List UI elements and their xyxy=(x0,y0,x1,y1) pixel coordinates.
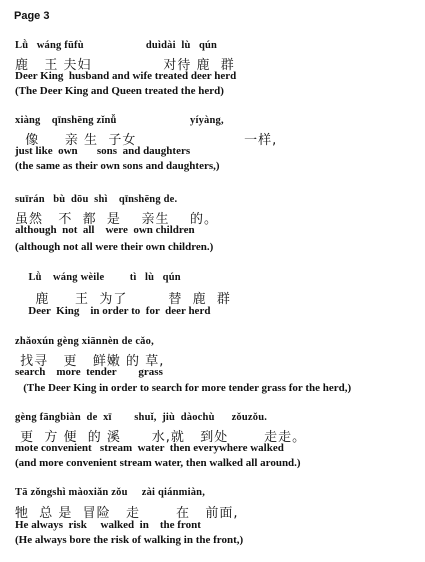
hanzi-line: 虽然 不 都 是 亲生 的。 xyxy=(15,212,218,227)
english-gloss-line: Deer King in order to for deer herd xyxy=(20,305,211,317)
pinyin-line: zhǎoxún gèng xiānnèn de cǎo, xyxy=(15,336,154,347)
hanzi-line: 找寻 更 鲜嫩 的 草, xyxy=(15,354,165,369)
english-gloss-line: mote convenient stream water then everywhere walked xyxy=(15,442,284,454)
translation-line: (and more convenient stream water, then walked all around.) xyxy=(15,457,301,469)
hanzi-line: 鹿 王 为了 替 鹿 群 xyxy=(20,292,231,307)
pinyin-line: Tā zǒngshì màoxiǎn zǒu zài qiánmiàn, xyxy=(15,487,206,498)
translation-line: (the same as their own sons and daughters,) xyxy=(15,160,220,172)
english-gloss-line: Deer King husband and wife treated deer herd xyxy=(15,70,237,82)
english-gloss-line: search more tender grass xyxy=(15,366,163,378)
translation-line: (The Deer King in order to search for more tender grass for the herd,) xyxy=(15,382,352,394)
english-gloss-line: just like own sons and daughters xyxy=(15,145,191,157)
hanzi-line: 更 方 便 的 溪 水,就 到处 走走。 xyxy=(15,430,307,445)
hanzi-line: 鹿 王 夫妇 对待 鹿 群 xyxy=(15,58,235,73)
hanzi-line: 牠 总 是 冒险 走 在 前面, xyxy=(15,506,239,521)
pinyin-line: suīrán bù dōu shì qīnshēng de. xyxy=(15,194,178,205)
translation-line: (He always bore the risk of walking in the front,) xyxy=(15,534,244,546)
pinyin-line: Lǜ wáng fūfù duìdài lù qún xyxy=(15,40,218,51)
translation-line: (The Deer King and Queen treated the herd) xyxy=(15,85,224,97)
page-number: Page 3 xyxy=(14,10,50,22)
english-gloss-line: He always risk walked in the front xyxy=(15,519,201,531)
english-gloss-line: although not all were own children xyxy=(15,224,195,236)
hanzi-line: 像 亲 生 子女 一样, xyxy=(15,133,278,148)
translation-line: (although not all were their own children.) xyxy=(15,241,214,253)
pinyin-line: gèng fāngbiàn de xī shuǐ, jiù dàochù zǒuzǒu. xyxy=(15,412,268,423)
pinyin-line: xiàng qīnshēng zǐnǚ yíyàng, xyxy=(15,115,224,126)
pinyin-line: Lǜ wáng wèile tì lù qún xyxy=(20,272,181,283)
